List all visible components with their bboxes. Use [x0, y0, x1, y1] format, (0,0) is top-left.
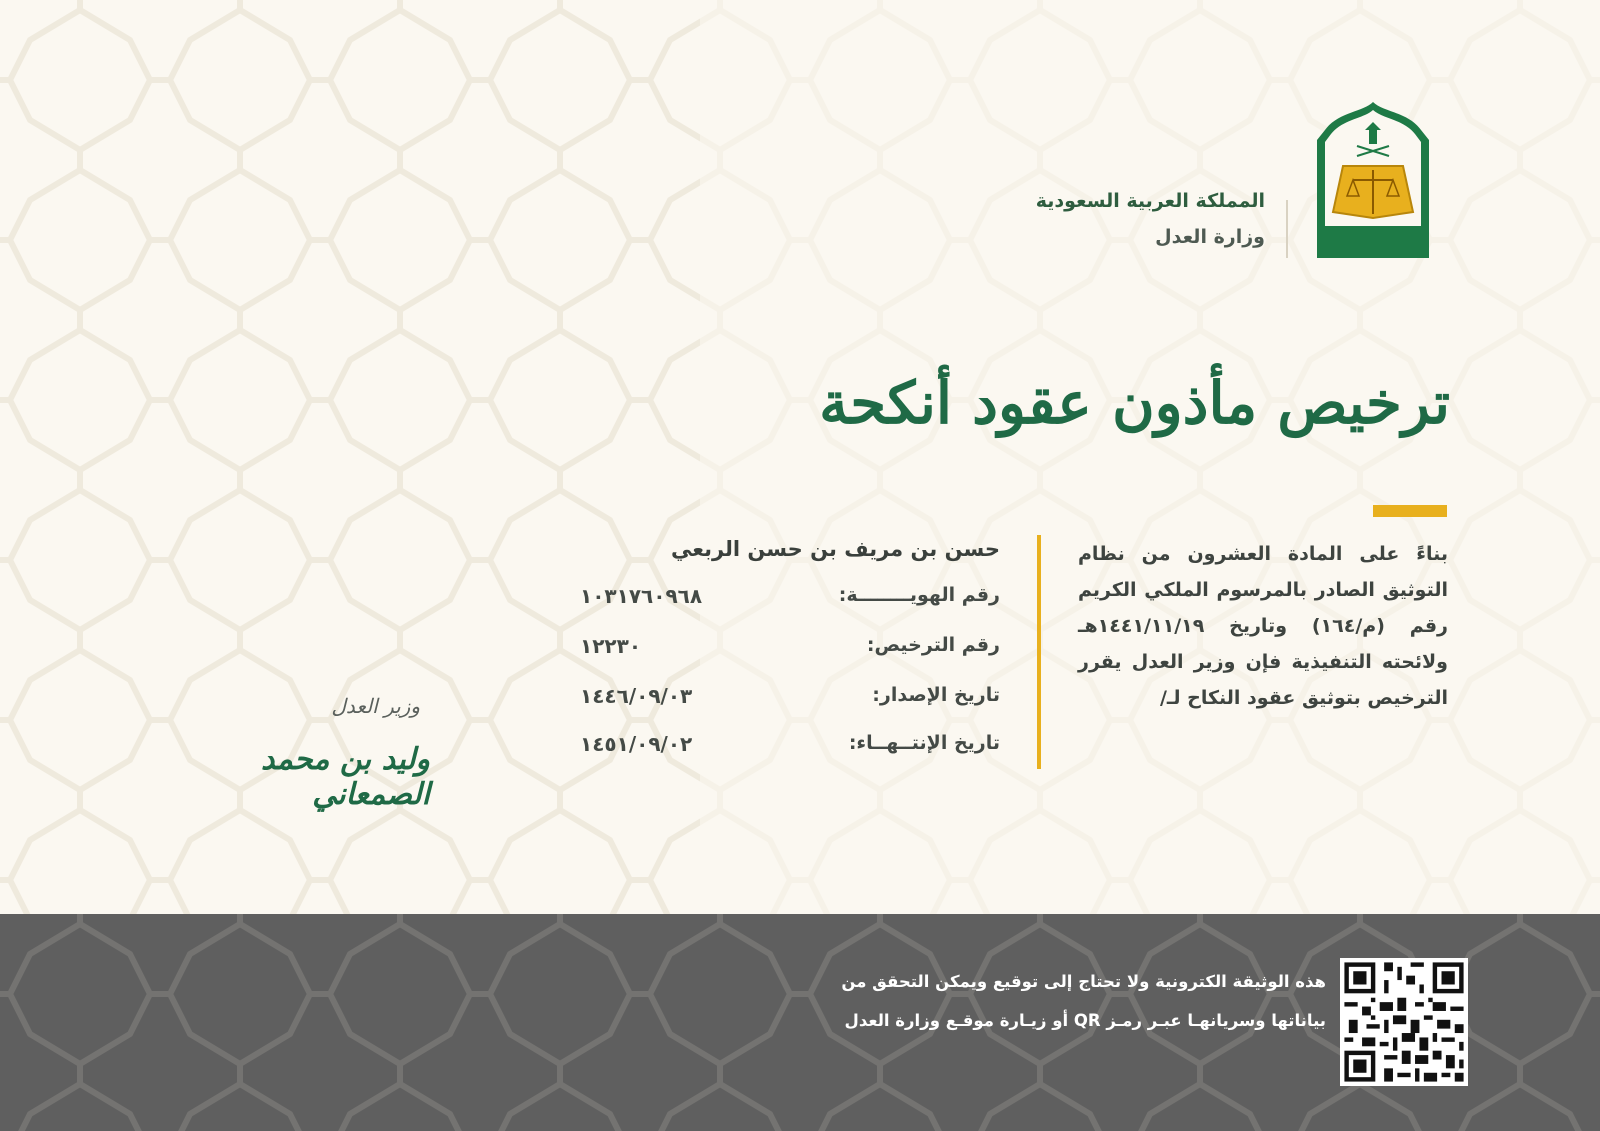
field-value: ١٤٤٦/٠٩/٠٣	[580, 684, 693, 708]
qr-code-icon[interactable]	[1340, 958, 1468, 1086]
field-issue-date	[580, 684, 1000, 716]
org-country: المملكة العربية السعودية	[1035, 190, 1265, 212]
field-value: ١٠٣١٧٦٠٩٦٨	[580, 584, 703, 608]
field-label: رقم الترخيص:	[866, 634, 1000, 656]
field-label: تاريخ الإصدار:	[872, 684, 1000, 706]
field-id-number	[580, 584, 1000, 616]
header-divider	[1286, 200, 1288, 258]
footer-line-2: بياناتها وسريانهـا عبـر رمـز QR أو زيـارة موقـع وزارة العدل	[844, 1011, 1326, 1030]
field-value: ١٢٢٣٠	[580, 634, 642, 658]
footer	[0, 914, 1600, 1131]
preamble-text: بناءً على المادة العشرون من نظام التوثيق الصادر بالمرسوم الملكي الكريم رقم (م/١٦٤) وتاريخ ١٤٤١/١١/١٩هـ ولائحته التنفيذية فإن وزير العدل يقرر الترخيص بتوثيق عقود النكاح لـ/	[1078, 543, 1448, 709]
field-label: تاريخ الإنتــهــاء:	[848, 732, 1000, 754]
field-expiry-date	[580, 732, 1000, 764]
field-value: ١٤٥١/٠٩/٠٢	[580, 732, 693, 756]
org-ministry: وزارة العدل	[1155, 226, 1265, 248]
header-org	[985, 190, 1265, 248]
document-title: ترخيص مأذون عقود أنكحة	[819, 369, 1450, 437]
minister-title: وزير العدل	[331, 694, 420, 718]
field-label: رقم الهويــــــــة:	[838, 584, 1000, 606]
footer-line-1: هذه الوثيقة الكترونية ولا تحتاج إلى توقيع ويمكن التحقق من	[841, 972, 1326, 991]
ministry-of-justice-emblem-icon	[1313, 100, 1433, 260]
holder-name: حسن بن مريف بن حسن الربعي	[670, 537, 1000, 561]
gold-accent-bar	[1373, 505, 1447, 517]
footer-note	[766, 962, 1326, 1040]
minister-signature: وليد بن محمد الصمعاني	[260, 742, 430, 812]
field-license-number	[580, 634, 1000, 666]
gold-divider	[1037, 535, 1041, 769]
